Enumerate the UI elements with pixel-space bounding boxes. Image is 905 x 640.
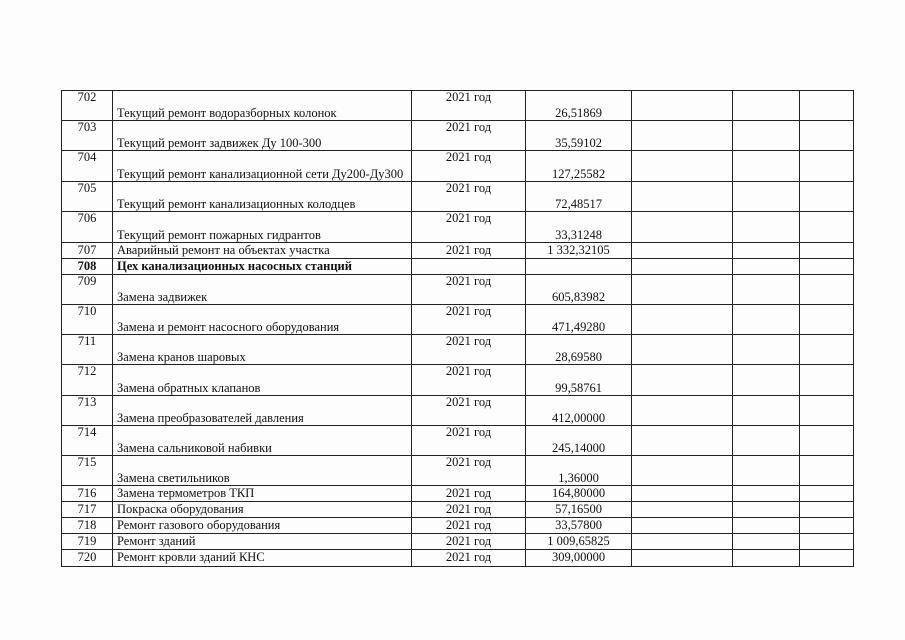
empty-cell: [800, 243, 854, 259]
row-number: 715: [62, 456, 113, 486]
empty-cell: [800, 335, 854, 365]
empty-cell: [733, 550, 800, 567]
row-number: 702: [62, 91, 113, 121]
table-row: [62, 534, 854, 550]
empty-cell: [632, 121, 733, 151]
empty-cell: [632, 550, 733, 567]
work-name: Текущий ремонт пожарных гидрантов: [113, 212, 412, 243]
work-name: Замена задвижек: [113, 275, 412, 305]
empty-cell: [733, 305, 800, 335]
empty-cell: [733, 335, 800, 365]
empty-cell: [800, 305, 854, 335]
empty-cell: [632, 275, 733, 305]
amount: 1,36000: [526, 456, 632, 486]
row-number: 720: [62, 550, 113, 567]
empty-cell: [733, 151, 800, 182]
period: 2021 год: [412, 151, 526, 182]
table-row: [62, 518, 854, 534]
row-number: 711: [62, 335, 113, 365]
work-name: Текущий ремонт канализационной сети Ду200-Ду300: [113, 151, 412, 182]
table-row: [62, 275, 854, 305]
amount: 1 009,65825: [526, 534, 632, 550]
period: 2021 год: [412, 91, 526, 121]
table-row: [62, 151, 854, 182]
row-number: 704: [62, 151, 113, 182]
period: 2021 год: [412, 305, 526, 335]
table-row: [62, 182, 854, 212]
amount: 127,25582: [526, 151, 632, 182]
row-number: 703: [62, 121, 113, 151]
row-number: 708: [62, 259, 113, 275]
amount: 164,80000: [526, 486, 632, 502]
row-number: 709: [62, 275, 113, 305]
amount: 412,00000: [526, 396, 632, 426]
empty-cell: [733, 426, 800, 456]
empty-cell: [733, 456, 800, 486]
empty-cell: [632, 91, 733, 121]
empty-cell: [632, 305, 733, 335]
row-number: 705: [62, 182, 113, 212]
period: 2021 год: [412, 534, 526, 550]
period: 2021 год: [412, 518, 526, 534]
amount: [526, 259, 632, 275]
work-name: Замена обратных клапанов: [113, 365, 412, 396]
work-name: Ремонт газового оборудования: [113, 518, 412, 534]
empty-cell: [733, 365, 800, 396]
table-row: [62, 305, 854, 335]
empty-cell: [800, 182, 854, 212]
amount: 605,83982: [526, 275, 632, 305]
period: 2021 год: [412, 550, 526, 567]
empty-cell: [632, 518, 733, 534]
empty-cell: [800, 534, 854, 550]
row-number: 714: [62, 426, 113, 456]
amount: 1 332,32105: [526, 243, 632, 259]
work-name: Замена преобразователей давления: [113, 396, 412, 426]
empty-cell: [632, 151, 733, 182]
amount: 33,31248: [526, 212, 632, 243]
row-number: 710: [62, 305, 113, 335]
amount: 471,49280: [526, 305, 632, 335]
work-name: Замена и ремонт насосного оборудования: [113, 305, 412, 335]
amount: 35,59102: [526, 121, 632, 151]
empty-cell: [632, 243, 733, 259]
row-number: 713: [62, 396, 113, 426]
empty-cell: [733, 259, 800, 275]
amount: 26,51869: [526, 91, 632, 121]
work-name: Ремонт зданий: [113, 534, 412, 550]
empty-cell: [800, 486, 854, 502]
work-name: Замена светильников: [113, 456, 412, 486]
work-name: Ремонт кровли зданий КНС: [113, 550, 412, 567]
empty-cell: [632, 335, 733, 365]
period: 2021 год: [412, 456, 526, 486]
empty-cell: [632, 212, 733, 243]
row-number: 707: [62, 243, 113, 259]
empty-cell: [800, 426, 854, 456]
table-row: [62, 121, 854, 151]
empty-cell: [800, 502, 854, 518]
work-name: Текущий ремонт водоразборных колонок: [113, 91, 412, 121]
work-name: Текущий ремонт задвижек Ду 100-300: [113, 121, 412, 151]
empty-cell: [632, 534, 733, 550]
amount: 28,69580: [526, 335, 632, 365]
empty-cell: [800, 365, 854, 396]
work-name: Покраска оборудования: [113, 502, 412, 518]
empty-cell: [733, 396, 800, 426]
empty-cell: [733, 91, 800, 121]
table-row: [62, 335, 854, 365]
amount: 99,58761: [526, 365, 632, 396]
amount: 33,57800: [526, 518, 632, 534]
table-row: [62, 365, 854, 396]
period: 2021 год: [412, 182, 526, 212]
empty-cell: [632, 486, 733, 502]
empty-cell: [632, 182, 733, 212]
empty-cell: [800, 212, 854, 243]
empty-cell: [733, 182, 800, 212]
work-name: Замена кранов шаровых: [113, 335, 412, 365]
empty-cell: [733, 212, 800, 243]
empty-cell: [800, 456, 854, 486]
table-row: [62, 456, 854, 486]
empty-cell: [733, 243, 800, 259]
table-row: [62, 212, 854, 243]
table-row: [62, 396, 854, 426]
empty-cell: [733, 518, 800, 534]
empty-cell: [632, 456, 733, 486]
repair-plan-table: [61, 90, 854, 567]
empty-cell: [800, 121, 854, 151]
period: 2021 год: [412, 121, 526, 151]
row-number: 712: [62, 365, 113, 396]
table-row: [62, 243, 854, 259]
table-row: [62, 91, 854, 121]
row-number: 716: [62, 486, 113, 502]
empty-cell: [632, 259, 733, 275]
empty-cell: [733, 486, 800, 502]
work-name: Замена термометров ТКП: [113, 486, 412, 502]
period: 2021 год: [412, 365, 526, 396]
work-name: Цех канализационных насосных станций: [113, 259, 412, 275]
row-number: 706: [62, 212, 113, 243]
empty-cell: [632, 502, 733, 518]
empty-cell: [733, 275, 800, 305]
table-row: [62, 550, 854, 567]
empty-cell: [733, 502, 800, 518]
empty-cell: [733, 534, 800, 550]
period: 2021 год: [412, 426, 526, 456]
period: 2021 год: [412, 486, 526, 502]
amount: 245,14000: [526, 426, 632, 456]
work-name: Аварийный ремонт на объектах участка: [113, 243, 412, 259]
table-body: [62, 91, 854, 567]
table-row: [62, 502, 854, 518]
empty-cell: [800, 275, 854, 305]
work-name: Замена сальниковой набивки: [113, 426, 412, 456]
amount: 309,00000: [526, 550, 632, 567]
amount: 72,48517: [526, 182, 632, 212]
period: 2021 год: [412, 396, 526, 426]
period: 2021 год: [412, 335, 526, 365]
empty-cell: [800, 518, 854, 534]
empty-cell: [800, 259, 854, 275]
period: 2021 год: [412, 275, 526, 305]
period: [412, 259, 526, 275]
period: 2021 год: [412, 502, 526, 518]
row-number: 719: [62, 534, 113, 550]
amount: 57,16500: [526, 502, 632, 518]
period: 2021 год: [412, 243, 526, 259]
empty-cell: [632, 396, 733, 426]
table-row: [62, 486, 854, 502]
empty-cell: [800, 550, 854, 567]
empty-cell: [632, 365, 733, 396]
row-number: 718: [62, 518, 113, 534]
period: 2021 год: [412, 212, 526, 243]
table-row: [62, 259, 854, 275]
empty-cell: [800, 151, 854, 182]
empty-cell: [800, 91, 854, 121]
empty-cell: [800, 396, 854, 426]
row-number: 717: [62, 502, 113, 518]
empty-cell: [632, 426, 733, 456]
empty-cell: [733, 121, 800, 151]
work-name: Текущий ремонт канализационных колодцев: [113, 182, 412, 212]
table-row: [62, 426, 854, 456]
